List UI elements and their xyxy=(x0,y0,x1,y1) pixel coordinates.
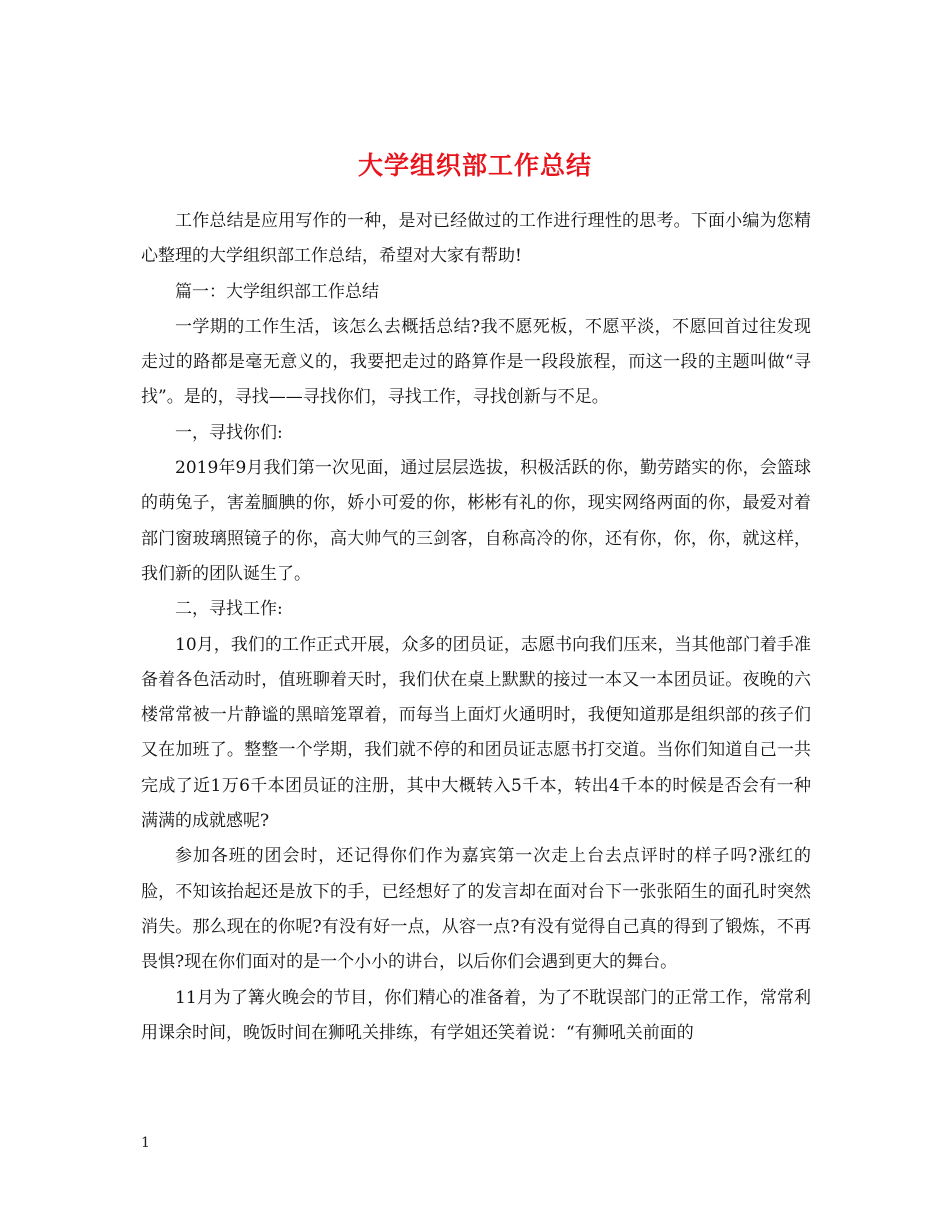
paragraph-section-one-heading: 一，寻找你们: xyxy=(175,422,283,443)
paragraph-part-one-heading: 篇一：大学组织部工作总结 xyxy=(175,281,379,302)
document-title: 大学组织部工作总结 xyxy=(357,150,592,180)
paragraph-semester-summary: 一学期的工作生活，该怎么去概括总结?我不愿死板，不愿平淡，不愿回首过往发现走过的路都是毫无意义的，我要把走过的路算作是一段段旅程，而这一段的主题叫做“寻找”。是的，寻找——寻找你们，寻找工作，寻找创新与不足。 xyxy=(141,316,811,408)
paragraph-november-bonfire: 11月为了篝火晚会的节目，你们精心的准备着，为了不耽误部门的正常工作，常常利用课余时间，晚饭时间在狮吼关排练，有学姐还笑着说：“有狮吼关前面的 xyxy=(141,987,811,1043)
document-body xyxy=(141,204,811,1051)
paragraph-first-meeting: 2019年9月我们第一次见面，通过层层选拔，积极活跃的你，勤劳踏实的你，会篮球的萌兔子，害羞腼腆的你，娇小可爱的你，彬彬有礼的你，现实网络两面的你，最爱对着部门窗玻璃照镜子的你，高大帅气的三剑客，自称高冷的你，还有你，你，你，就这样，我们新的团队诞生了。 xyxy=(141,458,811,584)
page-number: 1 xyxy=(141,1135,150,1151)
paragraph-section-two-heading: 二，寻找工作: xyxy=(175,599,283,620)
paragraph-class-meetings: 参加各班的团会时，还记得你们作为嘉宾第一次走上台去点评时的样子吗?涨红的脸，不知该抬起还是放下的手，已经想好了的发言却在面对台下一张张陌生的面孔时突然消失。那么现在的你呢?有没有好一点，从容一点?有没有觉得自己真的得到了锻炼，不再畏惧?现在你们面对的是一个小小的讲台，以后你们会遇到更大的舞台。 xyxy=(141,846,811,973)
paragraph-intro: 工作总结是应用写作的一种，是对已经做过的工作进行理性的思考。下面小编为您精心整理的大学组织部工作总结，希望对大家有帮助! xyxy=(141,211,811,267)
paragraph-october-work: 10月，我们的工作正式开展，众多的团员证，志愿书向我们压来，当其他部门着手准备着各色活动时，值班聊着天时，我们伏在桌上默默的接过一本又一本团员证。夜晚的六楼常常被一片静谧的黑暗笼罩着，而每当上面灯火通明时，我便知道那是组织部的孩子们又在加班了。整整一个学期，我们就不停的和团员证志愿书打交道。当你们知道自己一共完成了近1万6千本团员证的注册，其中大概转入5千本，转出4千本的时候是否会有一种满满的成就感呢? xyxy=(141,634,811,832)
